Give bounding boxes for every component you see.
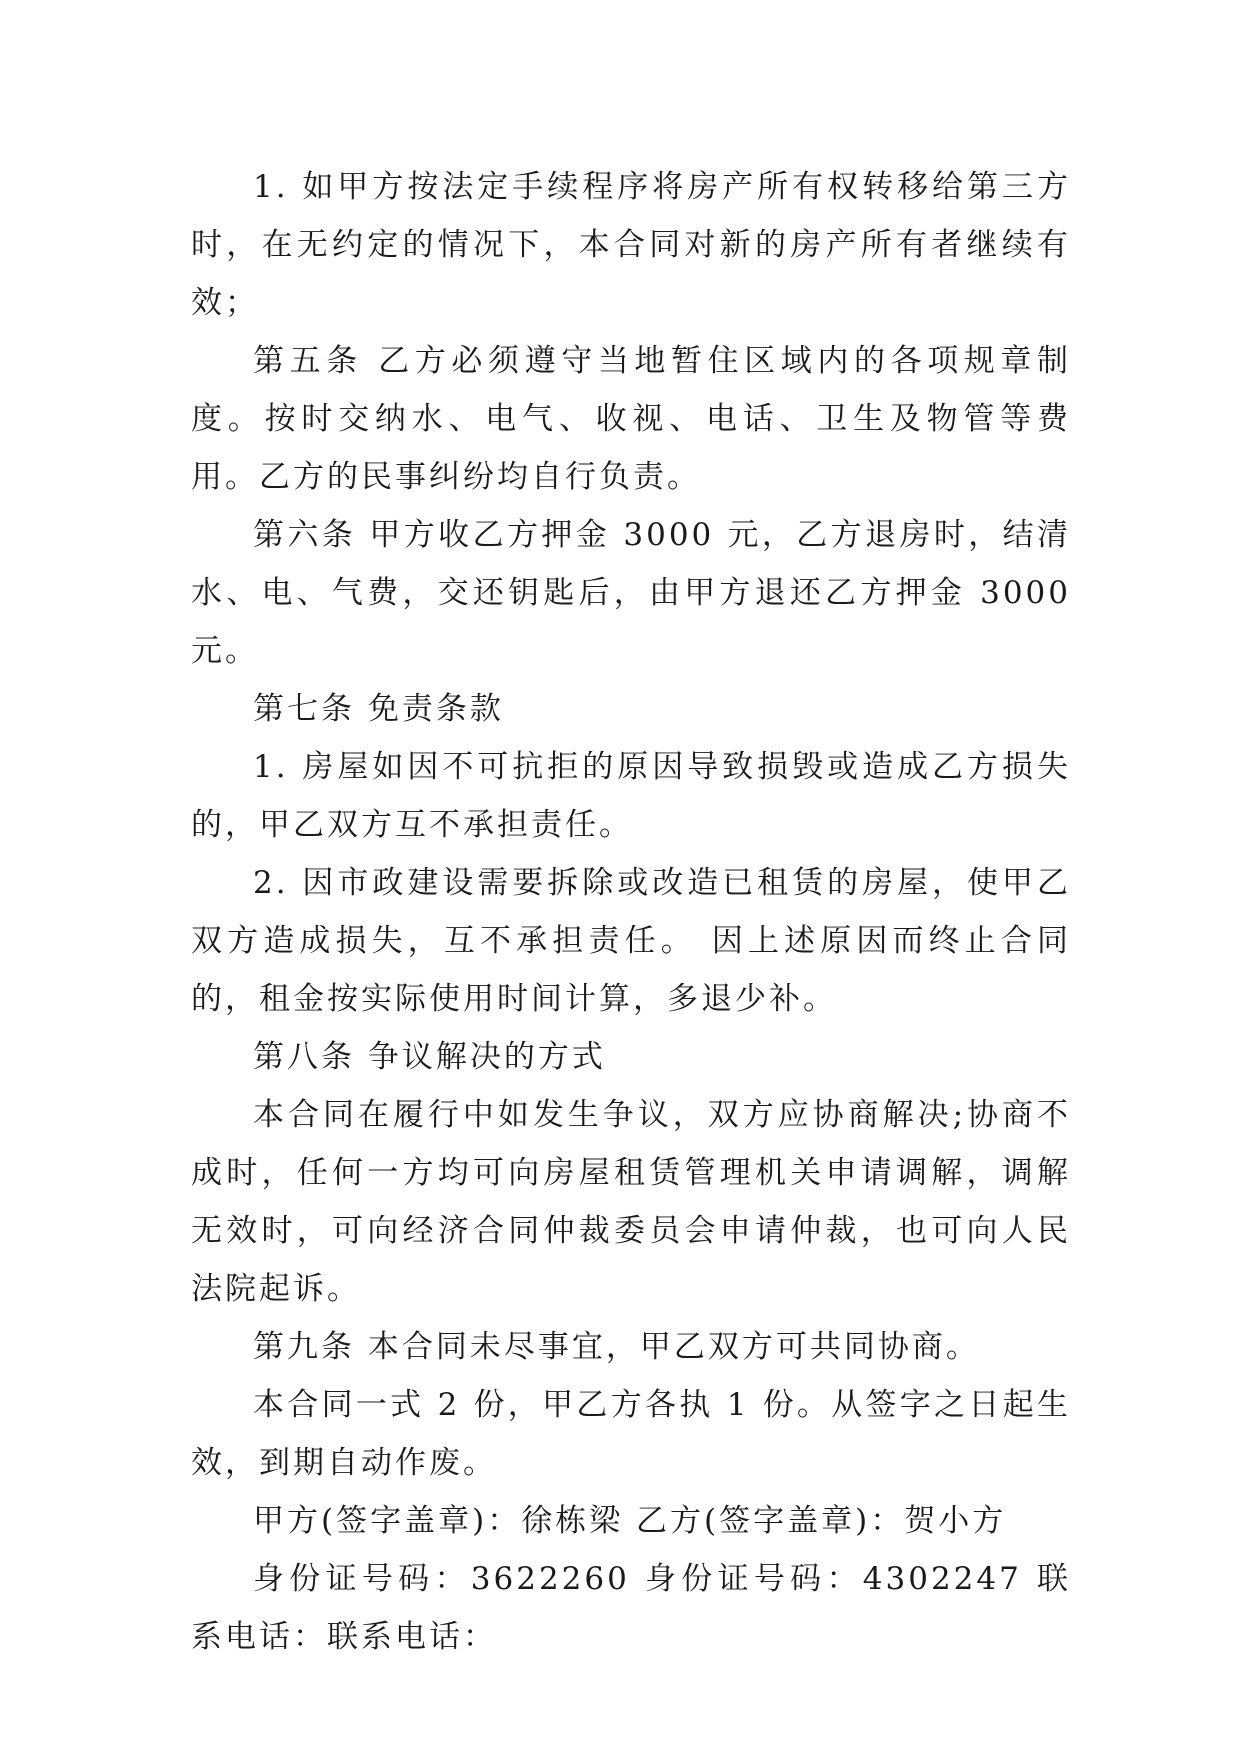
clause-transfer-ownership: 1. 如甲方按法定手续程序将房产所有权转移给第三方时，在无约定的情况下，本合同对新的房产所有者继续有效； [191, 169, 1071, 321]
copies-clause: 本合同一式 2 份，甲乙方各执 1 份。从签字之日起生效，到期自动作废。 [191, 1387, 1071, 1481]
id-contact-line: 身份证号码：3622260 身份证号码：4302247 联系电话：联系电话： [191, 1561, 1071, 1655]
article-5: 第五条 乙方必须遵守当地暂住区域内的各项规章制度。按时交纳水、电气、收视、电话、卫生及物管等费用。乙方的民事纠纷均自行负责。 [191, 343, 1071, 495]
contract-body [191, 158, 1071, 1666]
article-7-heading: 第七条 免责条款 [253, 691, 504, 727]
article-7-item-2: 2. 因市政建设需要拆除或改造已租赁的房屋，使甲乙双方造成损失，互不承担责任。 因上述原因而终止合同的，租金按实际使用时间计算，多退少补。 [191, 865, 1071, 1017]
article-8-body: 本合同在履行中如发生争议，双方应协商解决;协商不成时，任何一方均可向房屋租赁管理机关申请调解，调解无效时，可向经济合同仲裁委员会申请仲裁，也可向人民法院起诉。 [191, 1097, 1071, 1307]
article-8-heading: 第八条 争议解决的方式 [253, 1039, 606, 1075]
article-6: 第六条 甲方收乙方押金 3000 元，乙方退房时，结清水、电、气费，交还钥匙后，由甲方退还乙方押金 3000 元。 [191, 517, 1071, 669]
signature-line: 甲方(签字盖章)：徐栋梁 乙方(签字盖章)：贺小方 [253, 1503, 1007, 1539]
article-7-item-1: 1. 房屋如因不可抗拒的原因导致损毁或造成乙方损失的，甲乙双方互不承担责任。 [191, 749, 1071, 843]
article-9: 第九条 本合同未尽事宜，甲乙双方可共同协商。 [253, 1329, 980, 1365]
